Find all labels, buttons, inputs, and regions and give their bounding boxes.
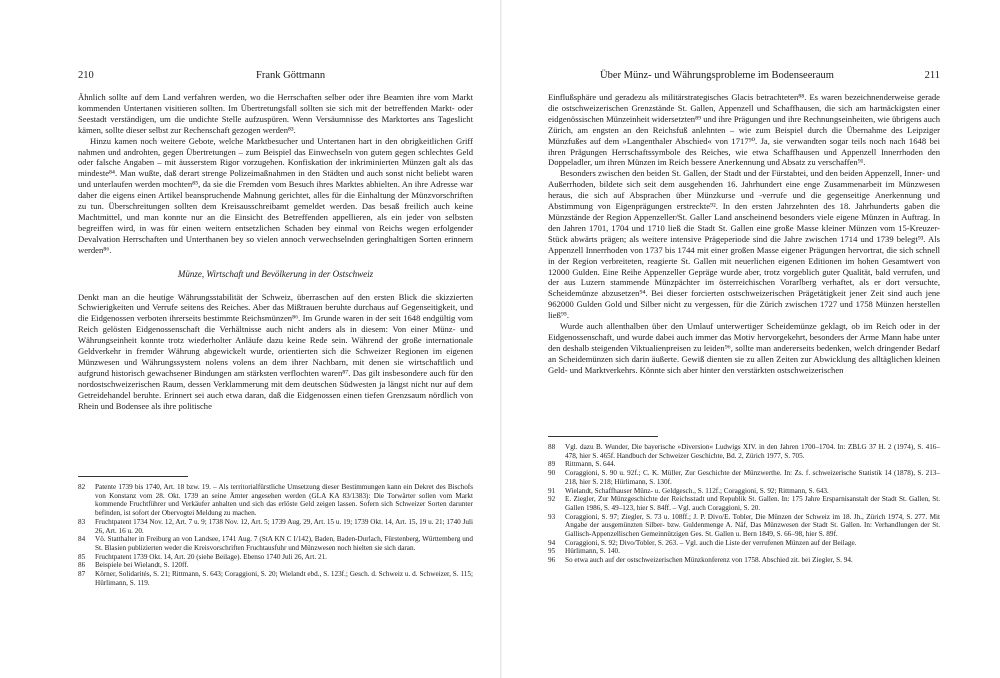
footnote: [548, 469, 940, 486]
footnote-text: Wielandt, Schaffhauser Münz- u. Geldgesch., S. 112f.; Coraggioni, S. 92; Rittmann, S. 643.: [565, 486, 829, 495]
page-number: 210: [78, 70, 94, 81]
footnote-text: Coraggioni, S. 92; Divo/Tobler, S. 263. – Vgl. auch die Liste der verrufenen Münzen auf der Beilage.: [565, 538, 857, 547]
footnote-text: Coraggioni, S. 90 u. 92f.; C. K. Müller, Zur Geschichte der Münzwerthe. In: Zs. f. schweizerische Statistik 14 (1878), S. 213–218, hier S. 218; Hürlimann, S. 130f.: [565, 469, 940, 486]
footnote-text: Fruchtpatent 1739 Okt. 14, Art. 20 (siehe Beilage). Ebenso 1740 Juli 26, Art. 21.: [95, 552, 327, 561]
footnote-number: 91: [548, 486, 556, 495]
right-page: [548, 0, 940, 678]
right-page-body: [548, 92, 940, 376]
footnote: [78, 561, 473, 570]
footnote-number: 86: [78, 561, 86, 570]
left-page-header: [78, 70, 473, 84]
footnote-text: Coraggioni, S. 97; Ziegler, S. 73 u. 108ff.; J. P. Divo/E. Tobler, Die Münzen der Schweiz im 18. Jh., Zürich 1974, S. 277. Mit Angabe der ausgemünzten Silber- bzw. Guldenmenge A. Näf, Das Münzwesen der Stadt St. Gallen. In: Verhandlungen der St. Gallisch-Appenzellischen Gemeinnützigen Ges. St. Gallen u. Bern 1849, S. 66–98, hier S. 89f.: [565, 512, 940, 539]
footnote-number: 93: [548, 512, 556, 521]
footnote: [78, 553, 473, 562]
footnote-number: 84: [78, 535, 86, 544]
footnote-number: 89: [548, 460, 556, 469]
footnote-number: 95: [548, 547, 556, 556]
section-heading: Münze, Wirtschaft und Bevölkerung in der Ostschweiz: [177, 268, 374, 279]
footnote: [548, 513, 940, 539]
footnote-text: Vö. Statthalter in Freiburg an von Landsee, 1741 Aug. 7 (StA KN C I/142), Baden, Baden-Durlach, Fürstenberg, Württemberg und St. Blasien publizierten weder die Kreisvorschriften Fruchtausfuhr und Münzwesen noch hielten sie sich daran.: [95, 535, 473, 552]
footnotes: [548, 443, 940, 565]
footnote: [548, 443, 940, 460]
footnote-text: Rittmann, S. 644.: [565, 460, 616, 469]
footnote-number: 83: [78, 517, 86, 526]
footnote: [78, 570, 473, 587]
footnote-number: 88: [548, 443, 556, 451]
left-page-body: [78, 92, 473, 411]
footnote: [548, 487, 940, 496]
footnote-text: Körner, Solidarités, S. 21; Rittmann, S. 643; Coraggioni, S. 20; Wielandt ebd., S. 123f.; Gesch. d. Schweiz u. d. Schweizer, S. 115; Hürlimann, S. 119.: [95, 570, 473, 587]
right-page-header: [548, 70, 940, 84]
footnotes: [78, 483, 473, 587]
footnote: [548, 547, 940, 556]
footnote-number: 94: [548, 538, 556, 547]
footnote-text: Fruchtpatent 1734 Nov. 12, Art. 7 u. 9; 1738 Nov. 12, Art. 5; 1739 Aug. 29, Art. 15 u. 19; 1739 Okt. 14, Art. 15, 19 u. 21; 1740 Juli 26, Art. 16 u. 20.: [95, 517, 473, 535]
page-number: 211: [924, 70, 940, 81]
footnote: [548, 460, 940, 469]
footnote-number: 87: [78, 570, 86, 579]
body-paragraph: Wurde auch allenthalben über den Umlauf unterwertiger Scheidemünze geklagt, ob im Reich oder in der Eidgenossenschaft, und wurde dabei auch immer das Motiv hervorgekehrt, besonders der Arme Mann habe unter den deshalb steigenden Viktualienpreisen zu leiden⁹⁶, sollte man andererseits bedenken, welch dringender Bedarf an Scheidemünzen sich darin äußerte. Gewiß dienten sie zu allen Zeiten zur Abwicklung des alltäglichen kleinen Geld- und Marktverkehrs. Könnte sich aber hinter den verstärkten ostschweizerischen: [548, 321, 940, 375]
footnote: [548, 495, 940, 512]
footnote-number: 85: [78, 552, 86, 561]
footnote: [548, 539, 940, 548]
footnote-text: Patente 1739 bis 1740, Art. 18 bzw. 19. – Als territorialfürstliche Umsetzung dieser Bestimmungen kann ein Dekret des Bischofs von Konstanz vom 28. Okt. 1739 an seine Ämter angesehen werden (GLA KA 83/1383): Die Torwärter sollen vom Markt kommende Fruchtführer und Verkäufer anhalten und sich das erlöste Geld zeigen lassen. Sofern sich Schweizer Sorten darunter befinden, ist sofort der Obervogtei Meldung zu machen.: [95, 483, 473, 518]
footnote-text: Vgl. dazu B. Wunder, Die bayerische »Diversion« Ludwigs XIV. in den Jahren 1700–1704. In: ZBLG 37 H. 2 (1974), S. 416–478, hier S. 465f. Handbuch der Schweizer Geschichte, Bd. 2, Zürich 1977, S. 705.: [565, 443, 940, 460]
running-head: Über Münz- und Währungsprobleme im Bodenseeraum: [600, 70, 834, 81]
footnote-number: 82: [78, 483, 86, 491]
body-paragraph: Ähnlich sollte auf dem Land verfahren werden, wo die Herrschaften selber oder ihre Beamten ihre vom Markt kommenden Untertanen visitieren sollten. Im Übertretungsfall sollten sie sich mit der betreffenden Markt- oder Seestadt verständigen, um die undichte Stelle aufzuspüren. Wenn Versäumnisse des Marktortes ans Tageslicht kämen, sollte dieser selbst zur Rechenschaft gezogen werden⁸³.: [78, 92, 473, 135]
footnote-text: Hürlimann, S. 140.: [565, 547, 620, 556]
footnote: [78, 483, 473, 518]
footnote: [548, 556, 940, 565]
footnote-number: 92: [548, 495, 556, 504]
footnote-number: 96: [548, 556, 556, 565]
footnote-rule: [548, 436, 658, 437]
footnote-text: E. Ziegler, Zur Münzgeschichte der Reichsstadt und Republik St. Gallen. In: 175 Jahre Ersparnisanstalt der Stadt St. Gallen, St. Gallen 1986, S. 49–123, hier S. 84ff. – Vgl. auch Coraggioni, S. 20.: [565, 495, 940, 512]
body-paragraph: Hinzu kamen noch weitere Gebote, welche Marktbesucher und Untertanen hart in den obrigkeitlichen Griff nahmen und androhten, gegen Übertretungen – zum Beispiel das Einwechseln von gutem gegen schlechtes Geld oder falsche Angaben – mit äusserstem Rigor vorzugehen. Konfiskation der inkriminierten Münzen galt als das mindeste⁸⁴. Man wußte, daß derart strenge Polizeimaßnahmen in den Städten und auch sonst nicht beliebt waren und unterlaufen werden mochten⁸⁵, da sie die Fremden vom Besuch ihres Marktes abhielten. An ihre Adresse war daher die eigens einen Artikel beanspruchende Mahnung gerichtet, alles für die Einhaltung der Münzvorschriften zu tun. Überschreitungen sollten dem Kreisausschreibamt gemeldet werden. Das besaß freilich auch keine Machtmittel, und man konnte nur an die Einsicht des Betreffenden appellieren, als ein jeder von selbsten begreiffen wird, in was für einen weitern entsetzlichen Schaden bey einmal von Reichs wegen erfolgender Devalvation Herrschaften und Unterthanen bey so vielen annoch verwechselnden geringhaltigen Sorten erinnern werden⁸⁶.: [78, 135, 473, 255]
body-paragraph: Denkt man an die heutige Währungsstabilität der Schweiz, überraschen auf den ersten Blick die skizzierten Schwierigkeiten und Verrufe seitens des Reiches. Aber das Mißtrauen beruhte durchaus auf Gegenseitigkeit, und die Eidgenossen verboten ihrerseits bestimmte Reichsmünzen⁸⁶. Im Grunde waren in der seit 1648 endgültig vom Reich gelösten Eidgenossenschaft die Verhältnisse auch nicht anders als in diesem: Von einer Münz- und Währungseinheit konnte trotz wiederholter Anläufe dazu keine Rede sein. Während der große internationale Geldverkehr in fremder Währung abgewickelt wurde, orientierten sich die Schweizer Regionen im eigenen Münzwesen und Währungssystem nolens volens an dem ihrer Nachbarn, mit denen sie wirtschaftlich und aufgrund historisch gewachsener Bindungen am stärksten verflochten waren⁸⁷. Das gilt insbesondere auch für den nordostschweizerischen Raum, dessen Verklammerung mit dem deutschen Südwesten ja längst nicht nur auf dem Getreidehandel beruhte. Erinnert sei auch etwa daran, daß die Eidgenossen einen tiefen Grenzsaum nördlich von Rhein und Bodensee als ihre politische: [78, 291, 473, 411]
footnote: [78, 535, 473, 552]
footnote-text: Beispiele bei Wielandt, S. 120ff.: [95, 561, 189, 570]
footnote-number: 90: [548, 469, 556, 478]
footnote-rule: [78, 476, 188, 477]
book-gutter: [500, 0, 502, 678]
running-head: Frank Göttmann: [256, 70, 326, 81]
footnote-text: So etwa auch auf der ostschweizerischen Münzkonferenz von 1758. Abschied zit. bei Ziegler, S. 94.: [565, 556, 853, 565]
body-paragraph: Besonders zwischen den beiden St. Gallen, der Stadt und der Fürstabtei, und den beiden Appenzell, Inner- und Außerrhoden, bildete sich seit dem ausgehenden 16. Jahrhundert eine enge Zusammenarbeit im Münzwesen heraus, die sich auf Absprachen über Münzkurse und -verrufe und die gegenseitige Anerkennung und Abstimmung von Eigenprägungen erstreckte⁹². In den ersten Jahrzehnten des 18. Jahrhunderts gaben die Münzstände der Region Appenzeller/St. Galler Land anscheinend besonders viele eigene Münzen in Auftrag. In den Jahren 1701, 1704 und 1710 ließ die Stadt St. Gallen eine große Masse kleiner Münzen vom 15-Kreuzer-Stück abwärts prägen; als weitere intensive Prägeperiode sind die Jahre zwischen 1714 und 1739 belegt⁹³. Als Appenzell Innerrhoden von 1737 bis 1744 mit einer großen Masse eigener Prägungen hervortrat, die sich schnell in der Region verbreiteten, reagierte St. Gallen mit neuerlichen eigenen Editionen im hohen Gesamtwert von 12000 Gulden. Eine Reihe Appenzeller Gepräge wurde aber, trotz vorgeblich guter Qualität, bald verrufen, und der aus Luzern stammende Münzpächter im österreichischen Vorarlberg verhaftet, als er dort versuchte, Scheidemünze abzusetzen⁹⁴. Bei dieser forcierten ostschweizerischen Prägetätigkeit jener Zeit sind auch jene 962000 Gulden Gold und Silber nicht zu vergessen, für die Zürich zwischen 1727 und 1758 Münzen herstellen ließ⁹⁵.: [548, 168, 940, 321]
left-page: [78, 0, 473, 678]
footnote: [78, 518, 473, 535]
body-paragraph: Einflußsphäre und geradezu als militärstrategisches Glacis betrachteten⁸⁸. Es waren bezeichnenderweise gerade die ostschweizerischen Grenzstände St. Gallen, Appenzell und Schaffhausen, die sich am hartnäckigsten einer eidgenössischen Münzeinheit widersetzten⁸⁹ und ihre Prägungen und ihre Rechnungseinheiten, wie übrigens auch Zürich, am engsten an den Reichsfuß anlehnten – wie zum Beispiel durch die Übernahme des Leipziger Münzfußes auf dem »Langenthaler Abschied« von 1717⁹⁰. Ja, sie verwandten sogar teils noch nach 1648 bei ihren Prägungen Herrschaftssymbole des Reiches, wie etwa Schaffhausen und Appenzell Innerrhoden den Doppeladler, um ihren Münzen im Reich bessere Anerkennung und Absatz zu verschaffen⁹¹.: [548, 92, 940, 168]
